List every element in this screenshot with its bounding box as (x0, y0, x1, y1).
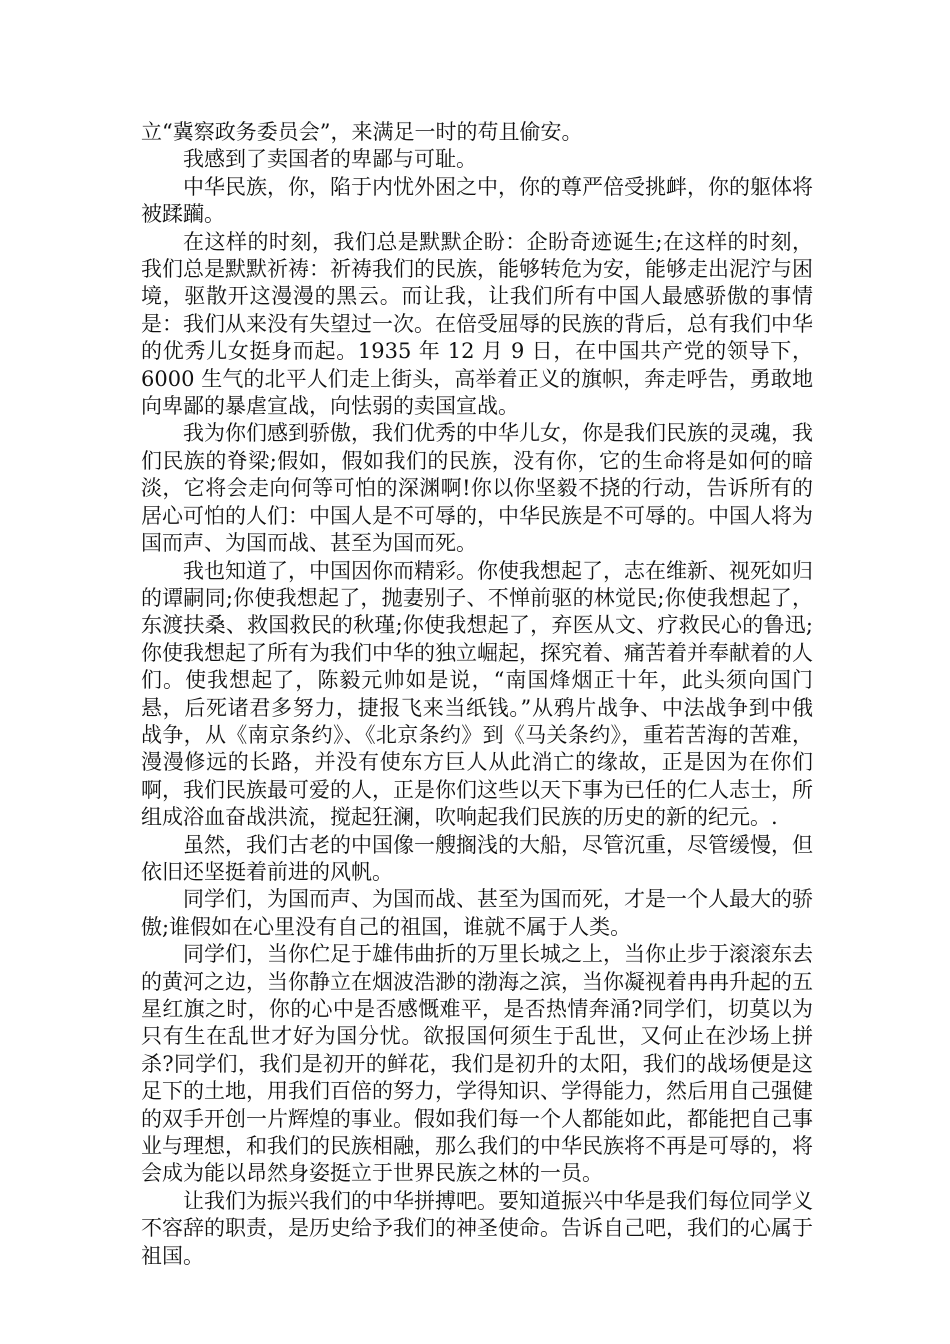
paragraph: 在这样的时刻，我们总是默默企盼：企盼奇迹诞生;在这样的时刻，我们总是默默祈祷：祈祷我们的民族，能够转危为安，能够走出泥泞与困境，驱散开这漫漫的黑云。而让我，让我们所有中国人最感骄傲的事情是：我们从来没有失望过一次。在倍受屈辱的民族的背后，总有我们中华的优秀儿女挺身而起。1935 年 12 月 9 日，在中国共产党的领导下，6000 生气的北平人们走上街头，高举着正义的旗帜，奔走呼告，勇敢地向卑鄙的暴虐宣战，向怯弱的卖国宣战。 (141, 229, 813, 419)
paragraph: 中华民族，你，陷于内忧外困之中，你的尊严倍受挑衅，你的躯体将被蹂躏。 (141, 174, 813, 227)
paragraph-continuation: 立“冀察政务委员会”，来满足一时的苟且偷安。 (141, 120, 583, 144)
paragraph: 虽然，我们古老的中国像一艘搁浅的大船，尽管沉重，尽管缓慢，但依旧还坚挺着前进的风帆。 (141, 832, 813, 884)
paragraph: 同学们，当你伫足于雄伟曲折的万里长城之上，当你止步于滚滚东去的黄河之边，当你静立在烟波浩渺的渤海之滨，当你凝视着冉冉升起的五星红旗之时，你的心中是否感慨难平，是否热情奔涌?同学们，切莫以为只有生在乱世才好为国分忧。欲报国何须生于乱世，又何止在沙场上拼杀?同学们，我们是初开的鲜花，我们是初升的太阳，我们的战场便是这足下的土地，用我们百倍的努力，学得知识、学得能力，然后用自己强健的双手开创一片辉煌的事业。假如我们每一个人都能如此，都能把自己事业与理想，和我们的民族相融，那么我们的中华民族将不再是可辱的，将会成为能以昂然身姿挺立于世界民族之林的一员。 (141, 942, 813, 1186)
paragraph: 让我们为振兴我们的中华拼搏吧。要知道振兴中华是我们每位同学义不容辞的职责，是历史给予我们的神圣使命。告诉自己吧，我们的心属于祖国。 (141, 1188, 813, 1268)
paragraph: 我为你们感到骄傲，我们优秀的中华儿女，你是我们民族的灵魂，我们民族的脊梁;假如，假如我们的民族，没有你，它的生命将是如何的暗淡，它将会走向何等可怕的深渊啊!你以你坚毅不挠的行动，告诉所有的居心可怕的人们：中国人是不可辱的，中华民族是不可辱的。中国人将为国而声、为国而战、甚至为国而死。 (141, 421, 813, 556)
paragraph: 同学们，为国而声、为国而战、甚至为国而死，才是一个人最大的骄傲;谁假如在心里没有自己的祖国，谁就不属于人类。 (141, 887, 813, 939)
paragraph: 我感到了卖国者的卑鄙与可耻。 (183, 147, 477, 172)
document-body (141, 119, 813, 1270)
paragraph: 我也知道了，中国因你而精彩。你使我想起了，志在维新、视死如归的谭嗣同;你使我想起了，抛妻别子、不惮前驱的林觉民;你使我想起了，东渡扶桑、救国救民的秋瑾;你使我想起了，弃医从文、疗救民心的鲁迅;你使我想起了所有为我们中华的独立崛起，探究着、痛苦着并奉献着的人们。使我想起了，陈毅元帅如是说，“南国烽烟正十年，此头须向国门悬，后死诸君多努力，捷报飞来当纸钱。”从鸦片战争、中法战争到中俄战争，从《南京条约》、《北京条约》到《马关条约》，重若苦海的苦难，漫漫修远的长路，并没有使东方巨人从此消亡的缘故，正是因为在你们啊，我们民族最可爱的人，正是你们这些以天下事为已任的仁人志士，所组成浴血奋战洪流，搅起狂澜，吹响起我们民族的历史的新的纪元。. (141, 558, 813, 830)
